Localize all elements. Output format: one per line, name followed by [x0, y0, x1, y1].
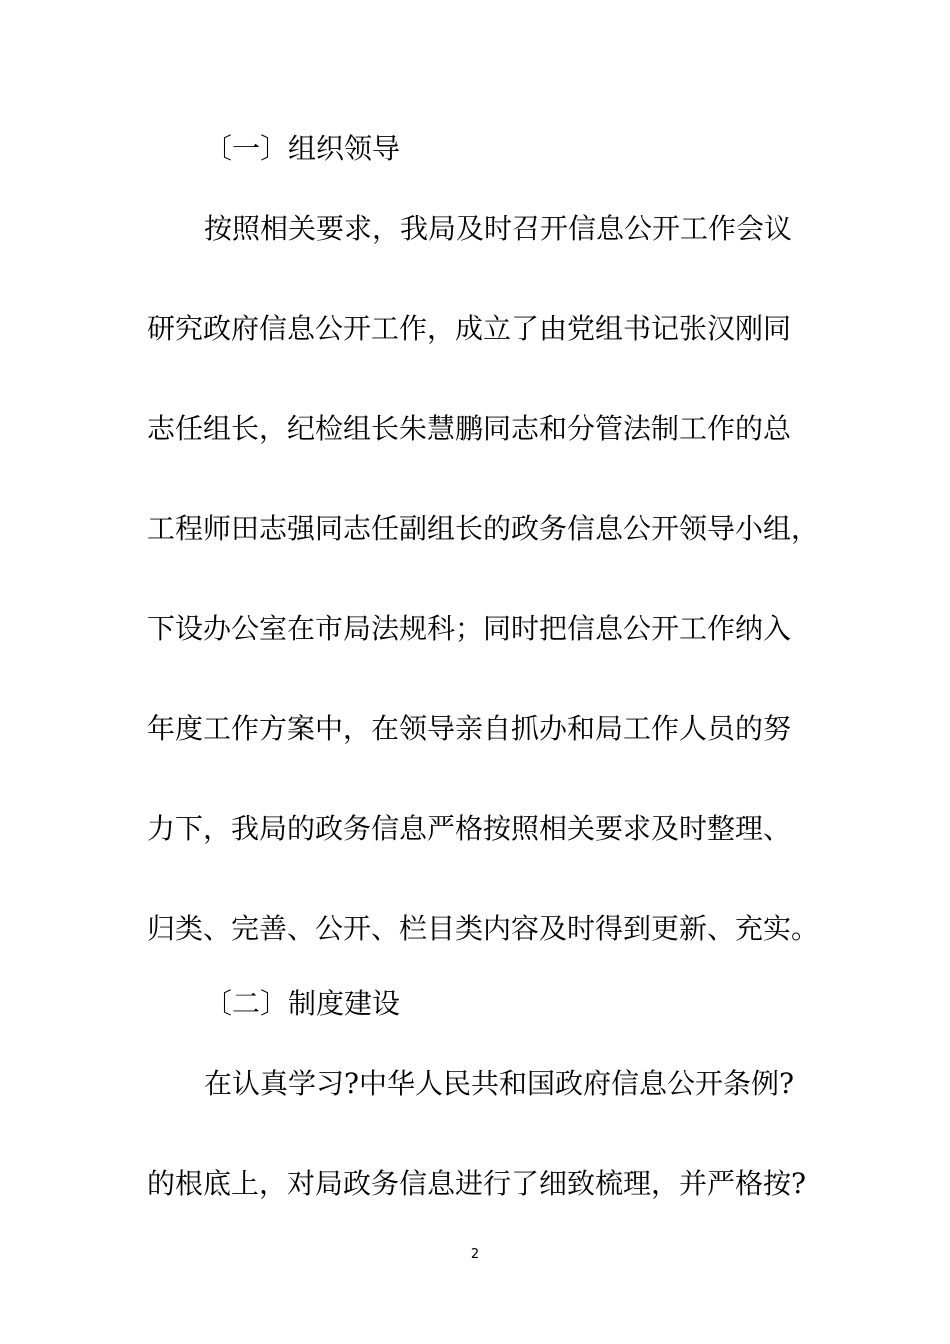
section-heading-organization-leadership: 〔一〕组织领导	[204, 132, 401, 165]
paragraph-line: 下设办公室在市局法规科；同时把信息公开工作纳入	[147, 612, 792, 645]
paragraph-line: 力下，我局的政务信息严格按照相关要求及时整理、	[147, 812, 792, 845]
paragraph-line: 工程师田志强同志任副组长的政务信息公开领导小组，	[147, 512, 820, 545]
paragraph-line: 志任组长，纪检组长朱慧鹏同志和分管法制工作的总	[147, 412, 792, 445]
section-heading-system-building: 〔二〕制度建设	[204, 987, 401, 1020]
paragraph-line: 研究政府信息公开工作，成立了由党组书记张汉刚同	[147, 312, 792, 345]
page-number: 2	[470, 1247, 480, 1262]
paragraph-line: 的根底上，对局政务信息进行了细致梳理，并严格按?	[147, 1167, 807, 1200]
paragraph-line: 年度工作方案中，在领导亲自抓办和局工作人员的努	[147, 712, 792, 745]
paragraph-line: 按照相关要求，我局及时召开信息公开工作会议	[204, 212, 793, 245]
paragraph-line: 在认真学习?中华人民共和国政府信息公开条例?	[204, 1067, 795, 1100]
paragraph-line: 归类、完善、公开、栏目类内容及时得到更新、充实。	[147, 912, 820, 945]
